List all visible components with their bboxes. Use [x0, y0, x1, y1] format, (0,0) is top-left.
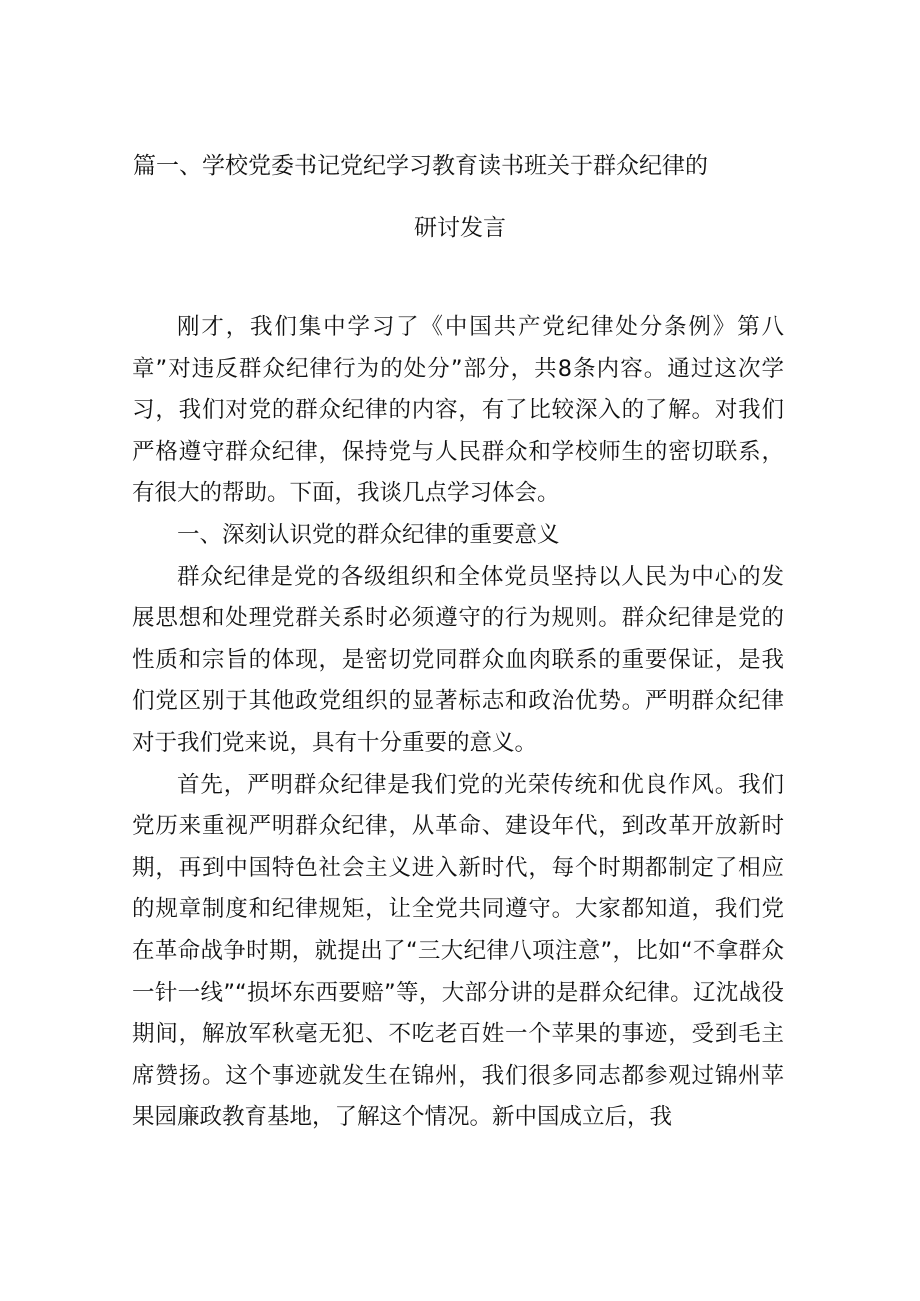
paragraph-tradition: 首先，严明群众纪律是我们党的光荣传统和优良作风。我们党历来重视严明群众纪律，从革命、建设年代，到改革开放新时期，再到中国特色社会主义进入新时代，每个时期都制定了相应的规章制度和纪律规矩，让全党共同遵守。大家都知道，我们党在革命战争时期，就提出了“三大纪律八项注意”，比如“不拿群众一针一线”“损坏东西要赔”等，大部分讲的是群众纪律。辽沈战役期间，解放军秋毫无犯、不吃老百姓一个苹果的事迹，受到毛主席赞扬。这个事迹就发生在锦州，我们很多同志都参观过锦州苹果园廉政教育基地，了解这个情况。新中国成立后，我: [132, 771, 784, 1131]
paragraph-significance: 群众纪律是党的各级组织和全体党员坚持以人民为中心的发展思想和处理党群关系时必须遵守的行为规则。群众纪律是党的性质和宗旨的体现，是密切党同群众血肉联系的重要保证，是我们党区别于其他政党组织的显著标志和政治优势。严明群众纪律对于我们党来说，具有十分重要的意义。: [132, 563, 784, 756]
section-heading: 一、深刻认识党的群众纪律的重要意义: [177, 521, 560, 548]
document-body: [132, 307, 784, 1139]
document-title: 篇一、学校党委书记党纪学习教育读书班关于群众纪律的: [133, 153, 708, 179]
document-subtitle: 研讨发言: [414, 215, 506, 241]
paragraph-intro: 刚才，我们集中学习了《中国共产党纪律处分条例》第八章”对违反群众纪律行为的处分”部分，共8条内容。通过这次学习，我们对党的群众纪律的内容，有了比较深入的了解。对我们严格遵守群众纪律，保持党与人民群众和学校师生的密切联系，有很大的帮助。下面，我谈几点学习体会。: [132, 314, 784, 507]
